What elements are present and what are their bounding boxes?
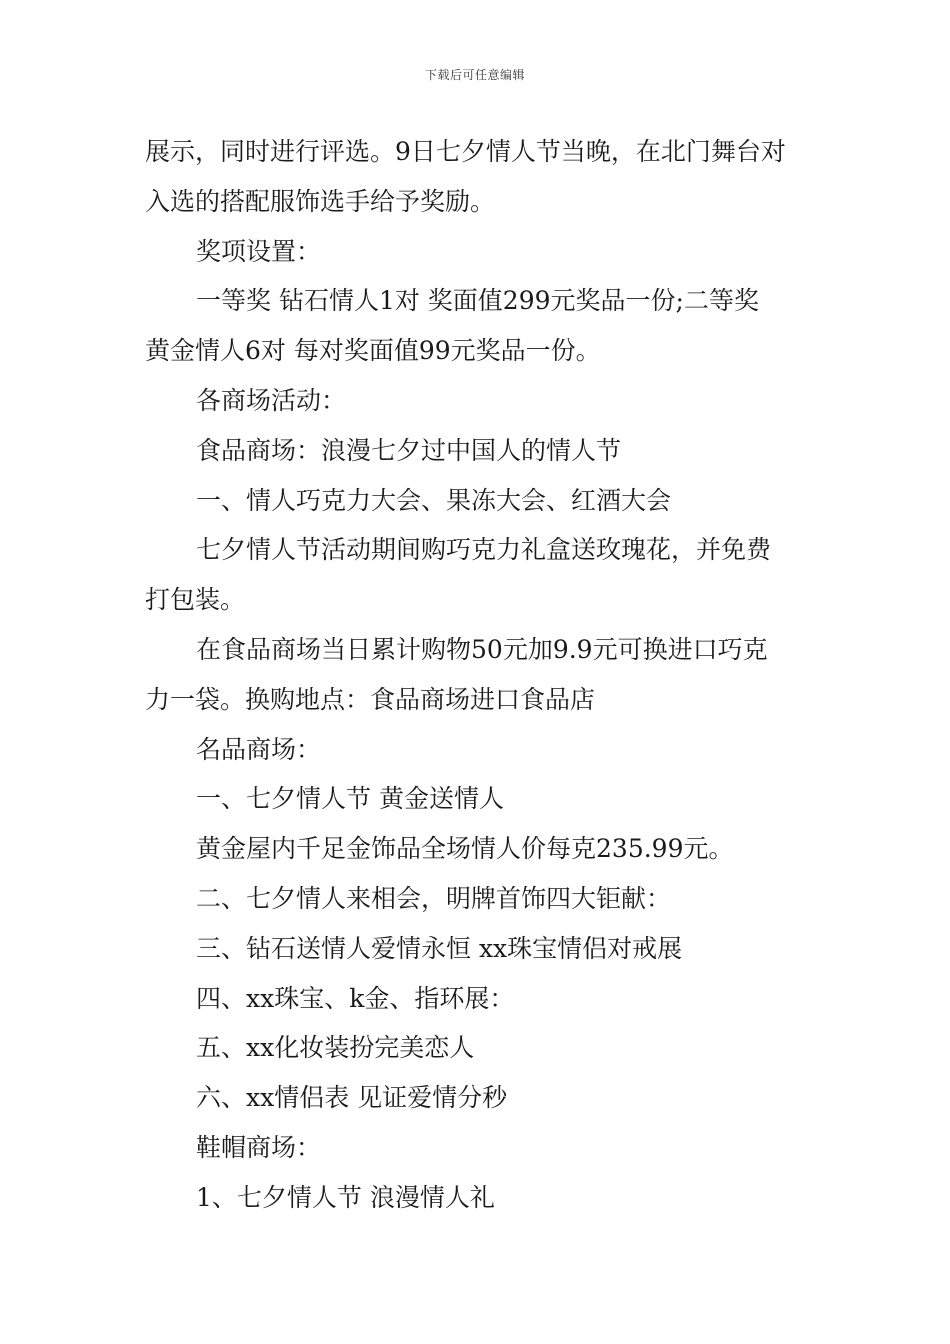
paragraph-line: 1、七夕情人节 浪漫情人礼 (196, 1182, 495, 1212)
paragraph-line: 打包装。 (145, 585, 246, 615)
paragraph-line: 力一袋。换购地点：食品商场进口食品店 (145, 684, 596, 714)
paragraph-line: 一等奖 钻石情人1对 奖面值299元奖品一份;二等奖 (196, 286, 759, 316)
section-heading: 奖项设置： (196, 236, 322, 266)
paragraph-line: 一、情人巧克力大会、果冻大会、红酒大会 (196, 485, 672, 515)
paragraph-line: 展示，同时进行评选。9日七夕情人节当晚，在北门舞台对 (145, 137, 786, 166)
paragraph-line: 二、七夕情人来相会，明牌首饰四大钜献： (196, 883, 672, 913)
paragraph-line: 食品商场：浪漫七夕过中国人的情人节 (196, 435, 622, 465)
paragraph-line: 七夕情人节活动期间购巧克力礼盒送玫瑰花，并免费 (196, 535, 772, 565)
paragraph-line: 三、钻石送情人爱情永恒 xx珠宝情侣对戒展 (196, 933, 683, 963)
paragraph-line: 黄金屋内千足金饰品全场情人价每克235.99元。 (196, 834, 734, 864)
paragraph-line: 四、xx珠宝、k金、指环展： (196, 983, 515, 1013)
paragraph-line: 黄金情人6对 每对奖面值99元奖品一份。 (145, 336, 601, 366)
section-heading: 鞋帽商场： (196, 1132, 322, 1162)
paragraph-line: 入选的搭配服饰选手给予奖励。 (145, 186, 496, 216)
paragraph-line: 五、xx化妆装扮完美恋人 (196, 1033, 475, 1063)
section-heading: 名品商场： (196, 734, 322, 764)
paragraph-line: 六、xx情侣表 见证爱情分秒 (196, 1083, 508, 1113)
section-heading: 各商场活动： (196, 385, 347, 415)
document-body (145, 127, 810, 1223)
paragraph-line: 一、七夕情人节 黄金送情人 (196, 784, 504, 814)
paragraph-line: 在食品商场当日累计购物50元加9.9元可换进口巧克 (196, 634, 768, 664)
page-header-note: 下载后可任意编辑 (424, 68, 525, 82)
